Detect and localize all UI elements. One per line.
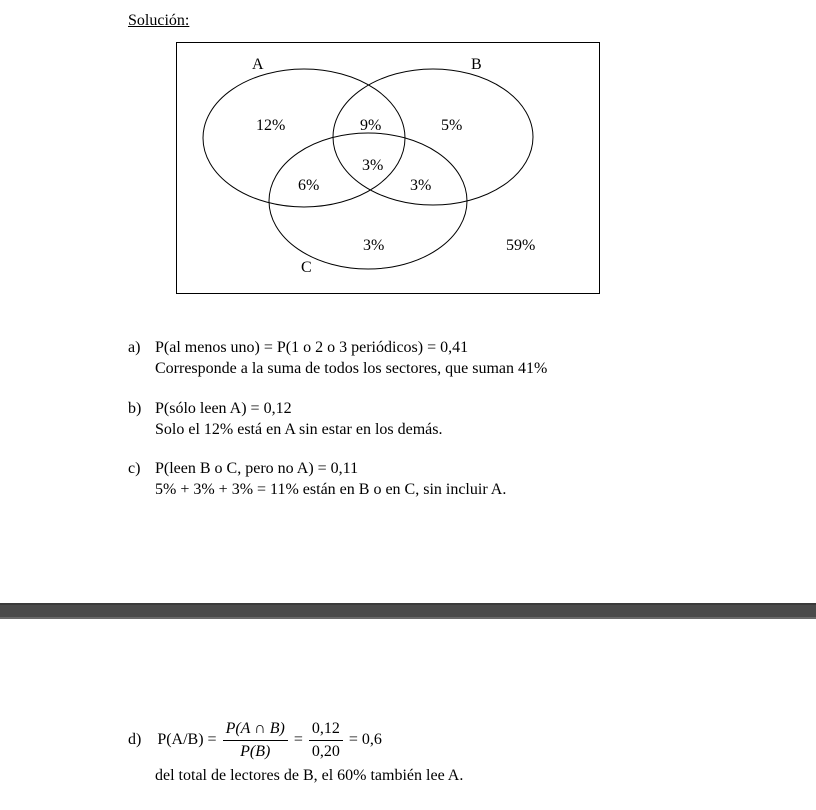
region-only-a: 12% (256, 117, 286, 134)
fraction-values-denominator: 0,20 (311, 743, 340, 760)
item-c-statement: P(leen B o C, pero no A) = 0,11 (155, 460, 359, 477)
solution-title: Solución: (128, 12, 190, 29)
fraction-probability-denominator: P(B) (240, 743, 271, 760)
item-b (128, 398, 443, 440)
region-a-c: 6% (298, 177, 320, 194)
universe-box (177, 43, 600, 294)
region-none: 59% (506, 237, 536, 254)
region-a-b-c: 3% (362, 157, 384, 174)
item-d-label: d) (128, 731, 142, 749)
fraction-probability (223, 718, 288, 763)
set-c-label: C (301, 259, 312, 276)
item-d-formula (128, 718, 382, 763)
item-b-label: b) (128, 400, 142, 417)
item-d-result: = 0,6 (348, 731, 382, 749)
item-a (128, 337, 547, 379)
region-only-b: 5% (441, 117, 463, 134)
item-a-explanation: Corresponde a la suma de todos los sectores, que suman 41% (155, 360, 548, 377)
region-a-b: 9% (360, 117, 382, 134)
fraction-values-numerator: 0,12 (309, 718, 343, 741)
fraction-probability-numerator: P(A ∩ B) (223, 718, 288, 741)
item-a-label: a) (128, 339, 141, 356)
item-d-lhs: P(A/B) = (157, 731, 217, 749)
region-b-c: 3% (410, 177, 432, 194)
region-only-c: 3% (363, 237, 385, 254)
equals-sign: = (293, 731, 303, 749)
item-c-label: c) (128, 460, 141, 477)
item-b-explanation: Solo el 12% está en A sin estar en los demás. (155, 421, 443, 438)
set-b-label: B (471, 56, 482, 73)
set-b-ellipse (333, 69, 533, 205)
item-a-statement: P(al menos uno) = P(1 o 2 o 3 periódicos) = 0,41 (155, 339, 469, 356)
set-a-label: A (252, 56, 264, 73)
item-d-explanation: del total de lectores de B, el 60% también lee A. (155, 767, 464, 784)
page-divider (0, 603, 816, 619)
item-c-explanation: 5% + 3% + 3% = 11% están en B o en C, sin incluir A. (155, 481, 507, 498)
fraction-values (309, 718, 343, 763)
item-c (128, 458, 506, 500)
item-b-statement: P(sólo leen A) = 0,12 (155, 400, 292, 417)
venn-diagram (176, 42, 600, 294)
